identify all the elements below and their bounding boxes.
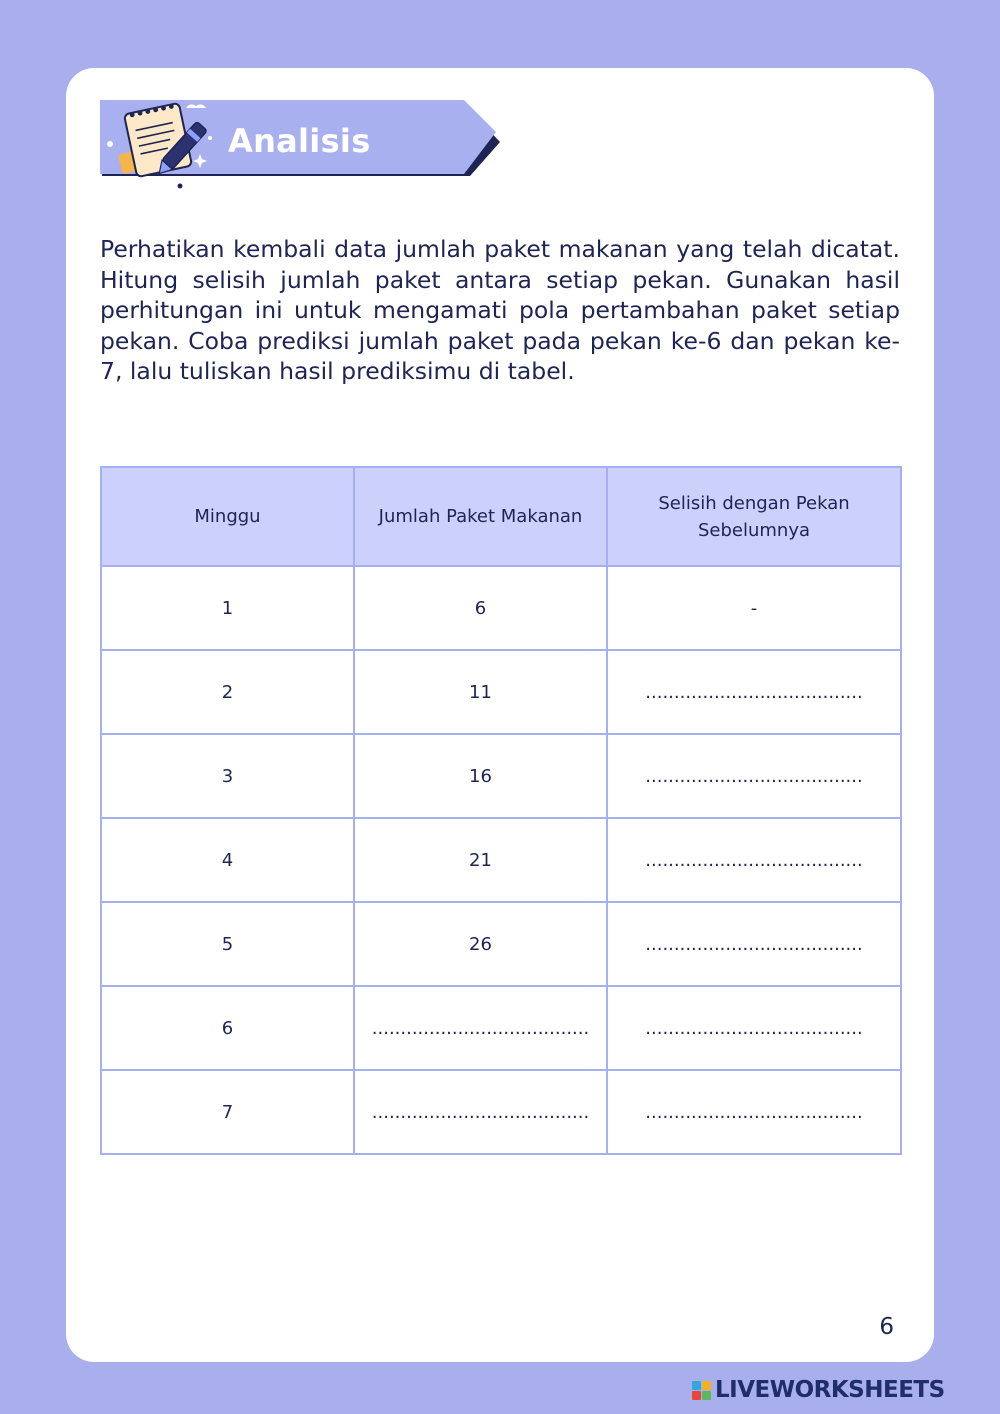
week-cell: 6 xyxy=(101,986,354,1070)
difference-cell: - xyxy=(607,566,901,650)
table-row xyxy=(101,734,901,818)
brand-text: LIVEWORKSHEETS xyxy=(715,1377,945,1403)
package-count-cell: 16 xyxy=(354,734,607,818)
difference-answer-field[interactable]: ...................................... xyxy=(607,1070,901,1154)
week-cell: 5 xyxy=(101,902,354,986)
table-row xyxy=(101,818,901,902)
package-count-cell: 11 xyxy=(354,650,607,734)
difference-answer-field[interactable]: ...................................... xyxy=(607,986,901,1070)
table-row xyxy=(101,1070,901,1154)
difference-answer-field[interactable]: ...................................... xyxy=(607,818,901,902)
instructions-text: Perhatikan kembali data jumlah paket makanan yang telah dicatat. Hitung selisih jumlah paket antara setiap pekan. Gunakan hasil perhitungan ini untuk mengamati pola pertambahan paket setiap pekan. Coba prediksi jumlah paket pada pekan ke-6 dan pekan ke-7, lalu tuliskan hasil prediksimu di tabel. xyxy=(100,235,900,385)
header-package-count: Jumlah Paket Makanan xyxy=(354,467,607,566)
difference-answer-field[interactable]: ...................................... xyxy=(607,650,901,734)
package-count-cell: 26 xyxy=(354,902,607,986)
week-cell: 4 xyxy=(101,818,354,902)
table-row xyxy=(101,986,901,1070)
table-row xyxy=(101,902,901,986)
difference-answer-field[interactable]: ...................................... xyxy=(607,734,901,818)
package-count-answer-field[interactable]: ...................................... xyxy=(354,986,607,1070)
header-difference: Selisih dengan Pekan Sebelumnya xyxy=(607,467,901,566)
week-cell: 2 xyxy=(101,650,354,734)
page-number: 6 xyxy=(879,1314,894,1340)
difference-answer-field[interactable]: ...................................... xyxy=(607,902,901,986)
package-count-answer-field[interactable]: ...................................... xyxy=(354,1070,607,1154)
week-cell: 7 xyxy=(101,1070,354,1154)
week-cell: 1 xyxy=(101,566,354,650)
liveworksheets-brand[interactable] xyxy=(692,1376,945,1404)
header-week: Minggu xyxy=(101,467,354,566)
section-banner xyxy=(100,98,504,194)
table-row xyxy=(101,650,901,734)
package-count-cell: 21 xyxy=(354,818,607,902)
package-count-cell: 6 xyxy=(354,566,607,650)
data-table xyxy=(100,466,902,1155)
table-row xyxy=(101,566,901,650)
table-header-row xyxy=(101,467,901,566)
worksheet-card xyxy=(66,68,934,1362)
liveworksheets-logo-icon xyxy=(692,1381,711,1400)
week-cell: 3 xyxy=(101,734,354,818)
section-title: Analisis xyxy=(228,122,371,160)
